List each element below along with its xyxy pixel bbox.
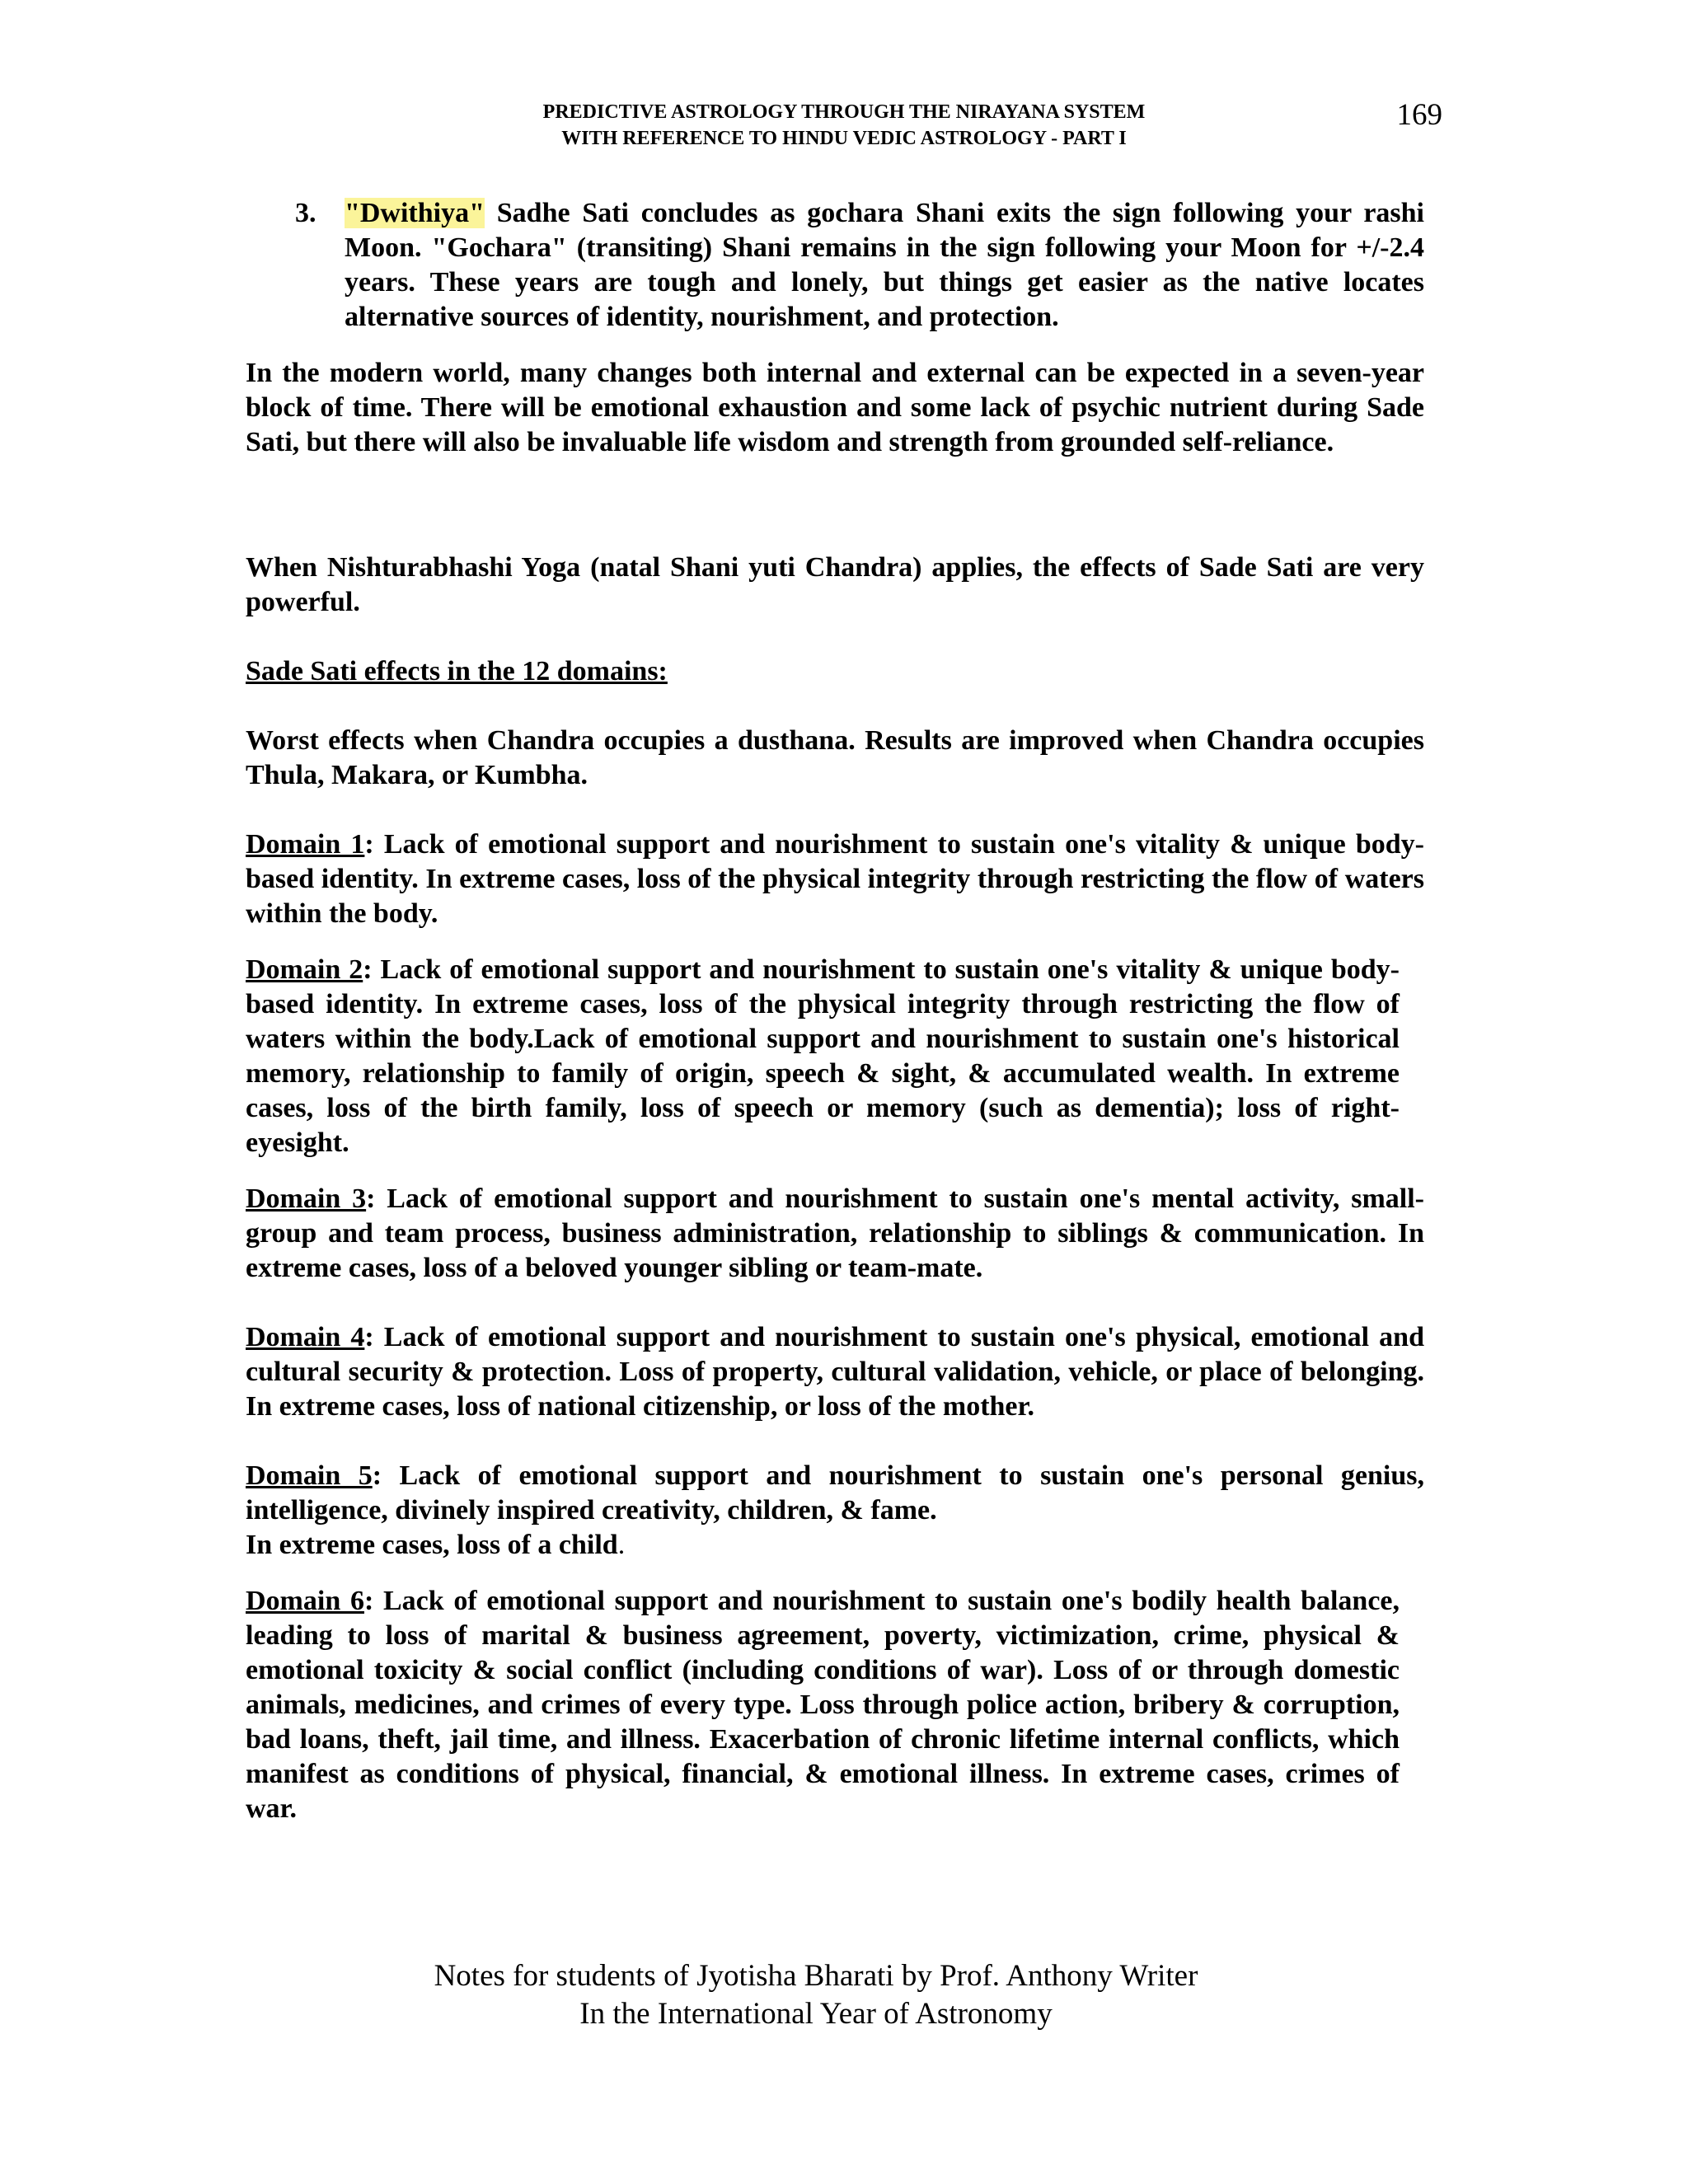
header-line-2: WITH REFERENCE TO HINDU VEDIC ASTROLOGY - PART I — [561, 128, 1127, 149]
footer-line-1: Notes for students of Jyotisha Bharati by Prof. Anthony Writer — [434, 1959, 1198, 1993]
list-item-text — [345, 196, 1424, 335]
domain-2-text: : Lack of emotional support and nourishment to sustain one's vitality & unique body-based identity. In extreme cases, loss of the physical integrity through restricting the flow of waters within the body.Lack of emotional support and nourishment to sustain one's historical memory, relationship to family of origin, speech & sight, & accumulated wealth. In extreme cases, loss of the birth family, loss of speech or memory (such as dementia); loss of right-eyesight. — [246, 954, 1400, 1158]
spacer — [246, 689, 1424, 724]
spacer — [246, 931, 1424, 953]
spacer — [246, 460, 1424, 551]
domain-6-text: : Lack of emotional support and nourishment to sustain one's bodily health balance, leading to loss of marital & business agreement, poverty, victimization, crime, physical & emotional toxicity & social conflict (including conditions of war). Loss of or through domestic animals, medicines, and crimes of every type. Loss through police action, bribery & corruption, bad loans, theft, jail time, and illness. Exacerbation of chronic lifetime internal conflicts, which manifest as conditions of physical, financial, & emotional illness. In extreme cases, crimes of war. — [246, 1586, 1400, 1824]
list-item-3 — [246, 196, 1424, 335]
spacer — [246, 1563, 1424, 1584]
domain-5-label: Domain 5 — [246, 1460, 373, 1491]
domain-5-extreme-text: In extreme cases, loss of a child — [246, 1530, 618, 1560]
list-item-body: Sadhe Sati concludes as gochara Shani exits the sign following your rashi Moon. "Gochara" (transiting) Shani remains in the sign following your Moon for +/-2.4 years. These years are tough and lonely, but things get easier as the native locates alternative sources of identity, nourishment, and protection. — [345, 198, 1424, 332]
domain-5-text: : Lack of emotional support and nourishment to sustain one's personal genius, intelligence, divinely inspired creativity, children, & fame. — [246, 1460, 1424, 1526]
domain-1-paragraph — [246, 827, 1424, 931]
highlighted-term: "Dwithiya" — [345, 198, 485, 228]
domain-1-label: Domain 1 — [246, 829, 365, 860]
domain-4-text: : Lack of emotional support and nourishment to sustain one's physical, emotional and cultural security & protection. Loss of property, cultural validation, vehicle, or place of belonging. In extreme cases, loss of national citizenship, or loss of the mother. — [246, 1322, 1424, 1422]
domain-5-extreme-period: . — [617, 1530, 626, 1560]
domain-5-extreme-line — [246, 1528, 1424, 1563]
domain-6-label: Domain 6 — [246, 1586, 364, 1616]
paragraph-modern-world: In the modern world, many changes both internal and external can be expected in a seven-year block of time. There will be emotional exhaustion and some lack of psychic nutrient during Sade Sati, but there will also be invaluable life wisdom and strength from grounded self-reliance. — [246, 358, 1424, 457]
spacer — [246, 620, 1424, 654]
domain-6-paragraph — [246, 1584, 1400, 1826]
domain-3-text: : Lack of emotional support and nourishment to sustain one's mental activity, small-group and team process, business administration, relationship to siblings & communication. In extreme cases, loss of a beloved younger sibling or team-mate. — [246, 1183, 1424, 1283]
footer-line-2: In the International Year of Astronomy — [579, 1997, 1053, 2031]
spacer — [246, 1424, 1424, 1459]
header-line-1: PREDICTIVE ASTROLOGY THROUGH THE NIRAYANA SYSTEM — [542, 101, 1146, 123]
domain-3-label: Domain 3 — [246, 1183, 367, 1214]
paragraph-worst-effects: Worst effects when Chandra occupies a dusthana. Results are improved when Chandra occupies Thula, Makara, or Kumbha. — [246, 725, 1424, 790]
paragraph-nishturabhashi: When Nishturabhashi Yoga (natal Shani yuti Chandra) applies, the effects of Sade Sati are very powerful. — [246, 552, 1424, 617]
page-number: 169 — [1396, 98, 1442, 132]
domain-3-paragraph — [246, 1182, 1424, 1286]
domain-5-paragraph — [246, 1459, 1424, 1528]
page-footer — [0, 1957, 1632, 2033]
domain-2-label: Domain 2 — [246, 954, 363, 985]
spacer — [246, 793, 1424, 827]
spacer — [246, 1286, 1424, 1320]
list-number: 3. — [295, 198, 316, 228]
domain-4-paragraph — [246, 1320, 1424, 1424]
spacer — [246, 1160, 1424, 1182]
section-heading: Sade Sati effects in the 12 domains: — [246, 656, 668, 687]
domain-2-paragraph — [246, 953, 1400, 1160]
page-body — [246, 196, 1424, 1826]
domain-1-text: : Lack of emotional support and nourishment to sustain one's vitality & unique body-based identity. In extreme cases, loss of the physical integrity through restricting the flow of waters within the body. — [246, 829, 1424, 929]
domain-4-label: Domain 4 — [246, 1322, 365, 1352]
